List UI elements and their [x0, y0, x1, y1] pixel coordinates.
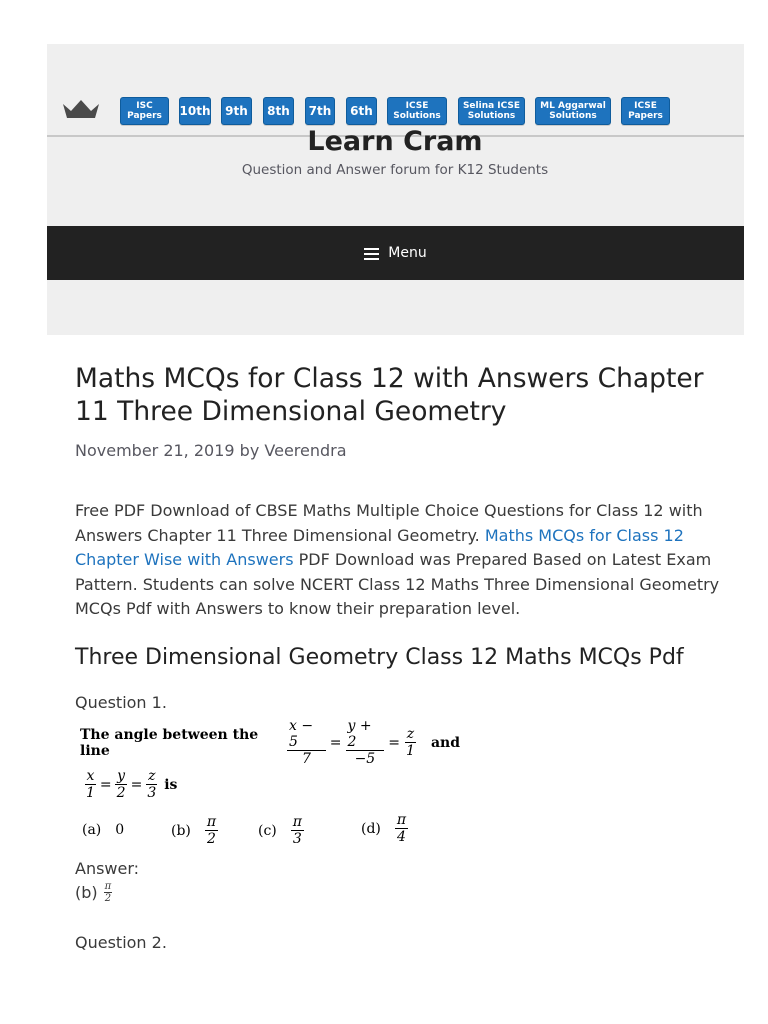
post-title: Maths MCQs for Class 12 with Answers Chapter 11 Three Dimensional Geometry: [75, 363, 704, 427]
question-1-label: Question 1.: [75, 693, 167, 712]
nav-button-isc-papers[interactable]: ISC Papers: [120, 97, 169, 125]
fraction: $\frac{y + 2}{-5}$: [346, 718, 385, 767]
answer-fraction: $\frac{\pi}{2}$: [104, 881, 112, 904]
nav-button-6th[interactable]: 6th: [346, 97, 377, 125]
fraction: $\frac{y}{2}$: [116, 768, 126, 801]
option-a: (a) 0: [82, 822, 125, 838]
fraction: $\frac{z}{3}$: [147, 768, 157, 801]
nav-button-7th[interactable]: 7th: [305, 97, 335, 125]
maths-mcqs-chapter-wise-link[interactable]: Maths MCQs for Class 12 Chapter Wise with Answers: [75, 525, 684, 569]
post-intro: [75, 499, 720, 622]
is-text: is: [164, 776, 178, 793]
crown-icon[interactable]: [61, 98, 101, 120]
and-text: and: [430, 734, 460, 751]
post-by-text: by: [239, 441, 260, 460]
answer-label: Answer:: [75, 859, 140, 878]
site-description: Question and Answer forum for K12 Students: [241, 162, 549, 178]
section-heading: Three Dimensional Geometry Class 12 Maths MCQs Pdf: [75, 645, 684, 670]
menu-toggle-button[interactable]: [47, 226, 744, 280]
nav-button-8th[interactable]: 8th: [263, 97, 294, 125]
nav-button-selina-icse-solutions[interactable]: Selina ICSE Solutions: [458, 97, 525, 125]
hamburger-icon: [364, 248, 379, 259]
nav-button-icse-papers[interactable]: ICSE Papers: [621, 97, 670, 125]
fraction: $\frac{x}{1}$: [86, 768, 95, 801]
post-date-link[interactable]: November 21, 2019: [75, 441, 235, 460]
question-1-image: The angle between the line $\frac{x - 5}{7}$ = $\frac{y + 2}{-5}$ = $\frac{z}{1}$ and $\frac{x}{1}$ = $\frac{y}{2}$ = $\frac{z}{3}$ is (a) 0 (b) $\frac{\pi}{2}$ (c) $\frac{\pi}{3}$ (d) $\frac{\pi}{4}$: [80, 718, 460, 847]
post-author-link[interactable]: Veerendra: [264, 441, 347, 460]
option-c: (c) $\frac{\pi}{3}$: [258, 814, 302, 847]
intro-text-start: Free PDF Download of CBSE Maths Multiple Choice Questions for Class 12 with Answers Chapter 11 Three Dimensional Geometry.: [75, 501, 703, 545]
nav-button-ml-aggarwal-solutions[interactable]: ML Aggarwal Solutions: [535, 97, 611, 125]
question-2-label: Question 2.: [75, 933, 167, 952]
fraction: $\frac{z}{1}$: [406, 726, 415, 759]
option-d: (d) $\frac{\pi}{4}$: [361, 812, 407, 845]
fraction: $\frac{x - 5}{7}$: [287, 718, 326, 767]
post-meta: [75, 441, 347, 460]
question-stem-text: The angle between the line: [80, 726, 259, 759]
menu-label: Menu: [388, 245, 427, 261]
nav-button-icse-solutions[interactable]: ICSE Solutions: [387, 97, 447, 125]
site-title[interactable]: Learn Cram: [307, 126, 483, 157]
answer-value: (b) $\frac{\pi}{2}$: [75, 881, 112, 904]
nav-button-9th[interactable]: 9th: [221, 97, 252, 125]
nav-button-10th[interactable]: 10th: [179, 97, 211, 125]
intro-text-end: PDF Download was Prepared Based on Latest Exam Pattern. Students can solve NCERT Class 12 Maths Three Dimensional Geometry MCQs Pdf with Answers to know their preparation level.: [75, 550, 720, 618]
option-b: (b) $\frac{\pi}{2}$: [171, 814, 217, 847]
